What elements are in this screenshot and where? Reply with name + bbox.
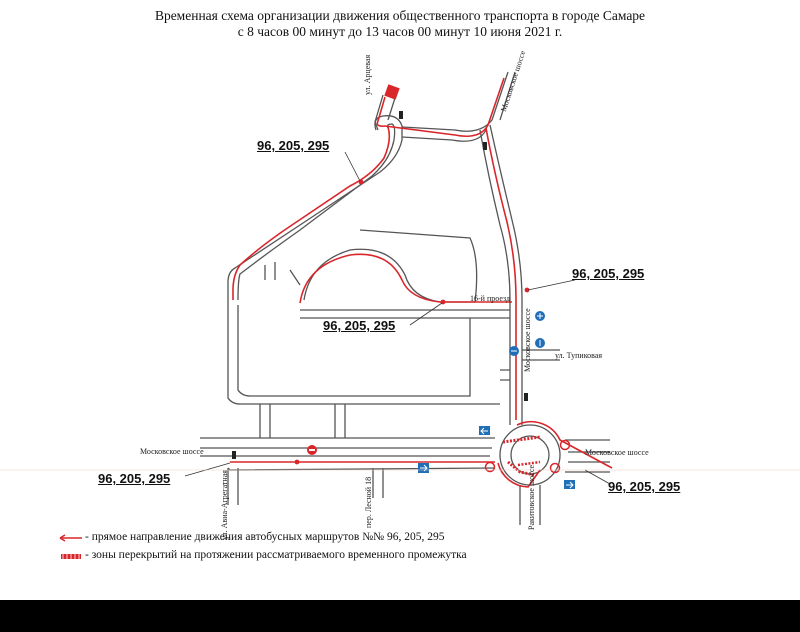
road-top-connector bbox=[402, 72, 508, 131]
map-title-line-2: с 8 часов 00 минут до 13 часов 00 минут 10 июня 2021 г. bbox=[237, 24, 563, 39]
street-label-aviaagregatnaya: ул. Авиа-Агрегатная bbox=[220, 470, 229, 540]
road-side-stub bbox=[500, 370, 510, 380]
street-label-moskovskoe-top: Московское шоссе bbox=[499, 49, 528, 113]
closure-zone-icon bbox=[384, 84, 399, 99]
pointer-right-upper bbox=[528, 280, 575, 290]
pointer-center bbox=[410, 303, 442, 325]
route-label-top-left: 96, 205, 295 bbox=[257, 138, 330, 153]
traffic-light-icon bbox=[232, 451, 236, 459]
direction-sign-glyph bbox=[420, 428, 573, 488]
route-label-center: 96, 205, 295 bbox=[323, 318, 396, 333]
route-label-bottom-right: 96, 205, 295 bbox=[608, 479, 681, 494]
route-dot bbox=[295, 460, 300, 465]
street-label-rakitovskoe: Ракитовское шоссе bbox=[527, 464, 536, 530]
road-per-lesnoy bbox=[373, 468, 383, 498]
route-roundabout-east bbox=[517, 422, 612, 468]
legend-graphics bbox=[60, 535, 82, 559]
black-bottom-bar bbox=[0, 600, 800, 632]
street-label-16-passage: 16-й проезд bbox=[470, 294, 511, 303]
street-label-tupikovaya: ул. Тупиковая bbox=[555, 351, 603, 360]
street-label-per-lesnoy: пер. Лесной 18 bbox=[364, 476, 373, 528]
street-label-moskovskoe-right: Московское шоссе bbox=[585, 448, 649, 457]
road-lower-loop bbox=[228, 300, 500, 404]
street-label-moskovskoe-left: Московское шоссе bbox=[140, 447, 204, 456]
traffic-light-icon bbox=[524, 393, 528, 401]
route-label-bottom-left: 96, 205, 295 bbox=[98, 471, 171, 486]
pointer-top-left bbox=[345, 152, 360, 181]
road-inner-hump bbox=[304, 230, 477, 302]
no-entry-bar bbox=[309, 449, 315, 451]
road-moskovskoe-main-bottom bbox=[228, 468, 495, 470]
street-label-arcevaya: ул. Арцевая bbox=[363, 54, 372, 95]
traffic-light-icon bbox=[399, 111, 403, 119]
road-arcevaya bbox=[375, 95, 383, 130]
route-top bbox=[377, 78, 504, 136]
direction-signs bbox=[418, 426, 575, 489]
street-label-moskovskoe-vertical: Московское шоссе bbox=[523, 308, 532, 372]
route-label-right-upper: 96, 205, 295 bbox=[572, 266, 645, 281]
map-title-line-1: Временная схема организации движения общественного транспорта в городе Самаре bbox=[154, 8, 646, 23]
legend-closure-zones: - зоны перекрытий на протяжении рассматриваемого временного промежутка bbox=[85, 549, 467, 561]
legend-route-direction: - прямое направление движения автобусных маршрутов №№ 96, 205, 295 bbox=[85, 531, 445, 543]
traffic-light-icon bbox=[483, 142, 487, 150]
road-connectors-down bbox=[260, 404, 345, 438]
road-avia-agregatnaya bbox=[228, 468, 238, 505]
road-parking-stubs bbox=[265, 262, 300, 285]
